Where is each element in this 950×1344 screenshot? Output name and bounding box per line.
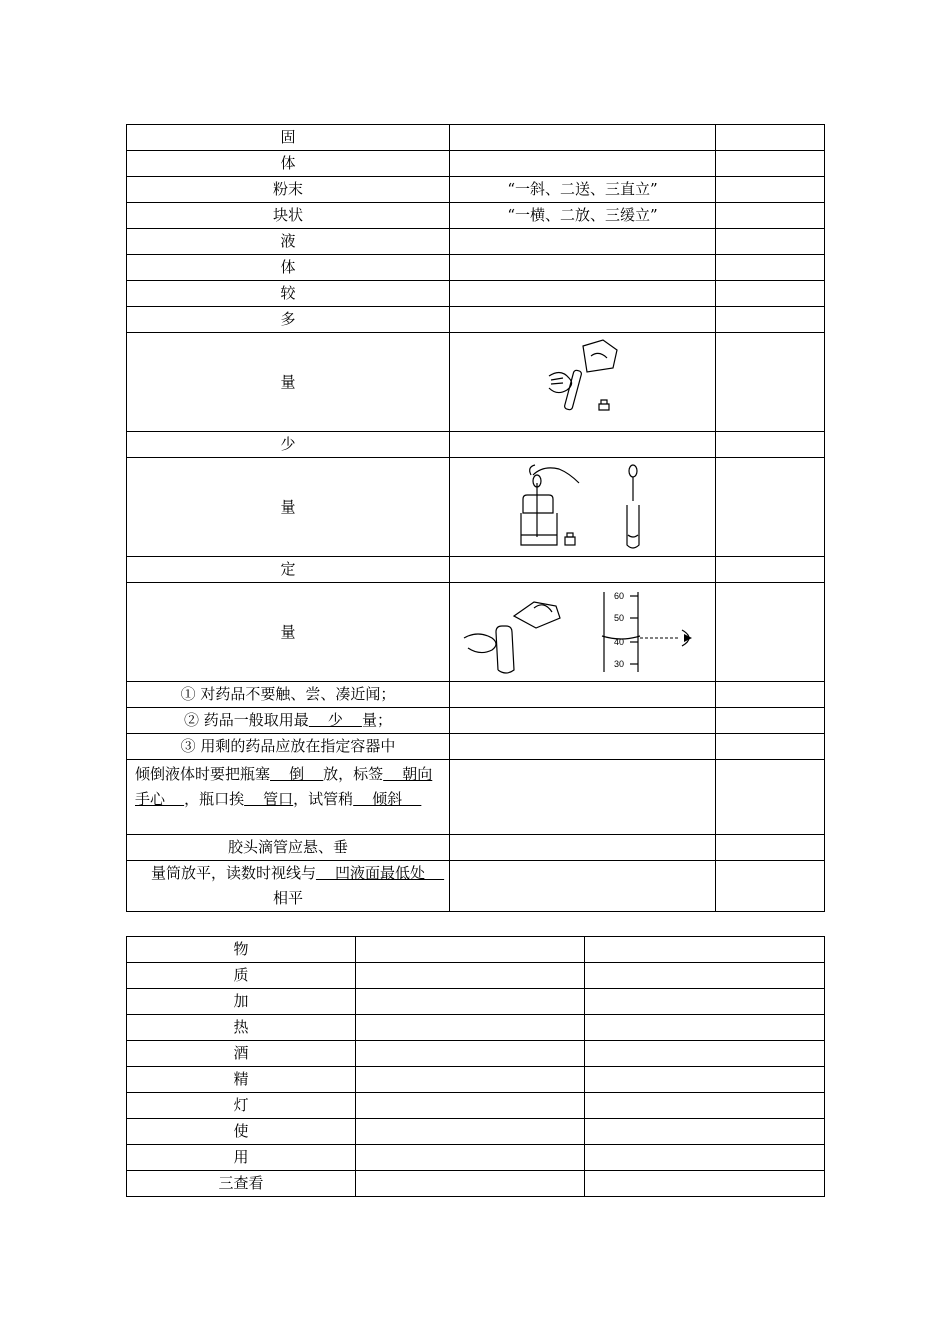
empty-cell	[585, 1067, 825, 1093]
table-row	[127, 1067, 825, 1093]
table-row	[127, 861, 825, 912]
table-row	[127, 1093, 825, 1119]
table-row	[127, 1171, 825, 1197]
table-row	[127, 1015, 825, 1041]
empty-cell	[356, 1015, 585, 1041]
rule-text: ① 对药品不要触、尝、凑近闻；	[127, 682, 450, 708]
fill-in-answer: 少	[308, 711, 362, 729]
method-cell	[450, 835, 716, 861]
note-cell	[716, 760, 825, 835]
row-label: 灯	[127, 1093, 356, 1119]
empty-cell	[585, 937, 825, 963]
note-cell	[716, 255, 825, 281]
row-label: 固	[127, 125, 450, 151]
method-cell	[450, 734, 716, 760]
table-row	[127, 255, 825, 281]
rule-text: 胶头滴管应悬、垂	[127, 835, 450, 861]
row-label: 体	[127, 255, 450, 281]
pouring-illustration-cell	[450, 333, 716, 432]
row-label: 定	[127, 557, 450, 583]
scale-tick-label: 60	[613, 591, 624, 601]
empty-cell	[356, 1041, 585, 1067]
method-cell	[450, 307, 716, 333]
row-label: 酒	[127, 1041, 356, 1067]
scale-tick-label: 30	[613, 659, 624, 669]
row-label: 物	[127, 937, 356, 963]
table-row	[127, 557, 825, 583]
table-row	[127, 760, 825, 835]
method-cell: “一横、二放、三缓立”	[450, 203, 716, 229]
method-cell	[450, 760, 716, 835]
method-cell	[450, 255, 716, 281]
fill-in-answer: 倾斜	[353, 790, 422, 808]
empty-cell	[585, 989, 825, 1015]
rule-text-part: ② 药品一般取用最	[184, 711, 309, 729]
note-cell	[716, 177, 825, 203]
empty-cell	[585, 1145, 825, 1171]
fill-in-answer: 凹液面最低处	[315, 864, 445, 882]
pouring-rule-text	[127, 760, 450, 835]
row-label: 加	[127, 989, 356, 1015]
table-row	[127, 708, 825, 734]
note-cell	[716, 229, 825, 255]
rule-text-part: ，试管稍	[293, 790, 354, 808]
row-label: 精	[127, 1067, 356, 1093]
method-cell	[450, 557, 716, 583]
pouring-into-test-tube-icon	[543, 336, 623, 428]
graduated-cylinder-illustration-cell	[450, 583, 716, 682]
empty-cell	[356, 937, 585, 963]
table-row	[127, 989, 825, 1015]
empty-cell	[585, 1093, 825, 1119]
table-row	[127, 1119, 825, 1145]
row-label: 较	[127, 281, 450, 307]
fill-in-answer: 朝向手心	[135, 765, 433, 808]
note-cell	[716, 307, 825, 333]
table-row	[127, 1145, 825, 1171]
row-label: 热	[127, 1015, 356, 1041]
row-label: 块状	[127, 203, 450, 229]
empty-cell	[356, 1171, 585, 1197]
scale-tick-label: 40	[613, 637, 624, 647]
table-row	[127, 1041, 825, 1067]
row-label: 三查看	[127, 1171, 356, 1197]
note-cell	[716, 203, 825, 229]
method-cell	[450, 229, 716, 255]
rule-text-part: 放，标签	[323, 765, 384, 783]
rule-text-part: 量筒放平，读数时视线与	[150, 864, 316, 882]
row-label: 液	[127, 229, 450, 255]
note-cell	[716, 333, 825, 432]
method-cell	[450, 281, 716, 307]
alcohol-lamp-table	[126, 936, 825, 1197]
fill-in-answer: 倒	[270, 765, 324, 783]
row-label: 使	[127, 1119, 356, 1145]
method-cell	[450, 125, 716, 151]
dropper-illustration-cell	[450, 458, 716, 557]
row-label: 用	[127, 1145, 356, 1171]
scale-tick-label: 50	[613, 613, 624, 623]
table-row	[127, 937, 825, 963]
row-label: 体	[127, 151, 450, 177]
row-label: 质	[127, 963, 356, 989]
rule-text	[127, 708, 450, 734]
table-row	[127, 307, 825, 333]
note-cell	[716, 835, 825, 861]
rule-text-part: ，瓶口挨	[184, 790, 245, 808]
method-cell	[450, 708, 716, 734]
row-label: 量	[127, 458, 450, 557]
rule-text-part: 相平	[272, 889, 303, 907]
table-row	[127, 835, 825, 861]
row-label: 多	[127, 307, 450, 333]
table-row	[127, 333, 825, 432]
empty-cell	[356, 1119, 585, 1145]
dropper-and-bottle-icon	[513, 461, 653, 553]
note-cell	[716, 708, 825, 734]
table-row	[127, 682, 825, 708]
empty-cell	[585, 1119, 825, 1145]
empty-cell	[585, 1041, 825, 1067]
reagent-handling-table	[126, 124, 825, 912]
method-cell	[450, 682, 716, 708]
note-cell	[716, 281, 825, 307]
cylinder-rule-text	[127, 861, 450, 912]
table-row	[127, 432, 825, 458]
table-row	[127, 125, 825, 151]
method-cell	[450, 861, 716, 912]
empty-cell	[585, 1171, 825, 1197]
note-cell	[716, 458, 825, 557]
rule-text-part: 量；	[361, 711, 392, 729]
note-cell	[716, 682, 825, 708]
empty-cell	[356, 1067, 585, 1093]
note-cell	[716, 734, 825, 760]
note-cell	[716, 125, 825, 151]
note-cell	[716, 583, 825, 682]
table-row	[127, 229, 825, 255]
note-cell	[716, 557, 825, 583]
empty-cell	[356, 1145, 585, 1171]
empty-cell	[585, 963, 825, 989]
table-row	[127, 458, 825, 557]
note-cell	[716, 432, 825, 458]
table-row	[127, 963, 825, 989]
graduated-cylinder-reading-icon	[458, 586, 708, 678]
table-row	[127, 583, 825, 682]
method-cell	[450, 151, 716, 177]
method-cell	[450, 432, 716, 458]
method-cell: “一斜、二送、三直立”	[450, 177, 716, 203]
row-label: 粉末	[127, 177, 450, 203]
rule-text-part: 倾倒液体时要把瓶塞	[135, 765, 271, 783]
empty-cell	[356, 989, 585, 1015]
row-label: 量	[127, 333, 450, 432]
table-row	[127, 151, 825, 177]
note-cell	[716, 861, 825, 912]
empty-cell	[585, 1015, 825, 1041]
table-row	[127, 177, 825, 203]
row-label: 量	[127, 583, 450, 682]
table-row	[127, 281, 825, 307]
fill-in-answer: 管口	[244, 790, 294, 808]
note-cell	[716, 151, 825, 177]
table-row	[127, 734, 825, 760]
table-row	[127, 203, 825, 229]
row-label: 少	[127, 432, 450, 458]
empty-cell	[356, 1093, 585, 1119]
empty-cell	[356, 963, 585, 989]
rule-text: ③ 用剩的药品应放在指定容器中	[127, 734, 450, 760]
